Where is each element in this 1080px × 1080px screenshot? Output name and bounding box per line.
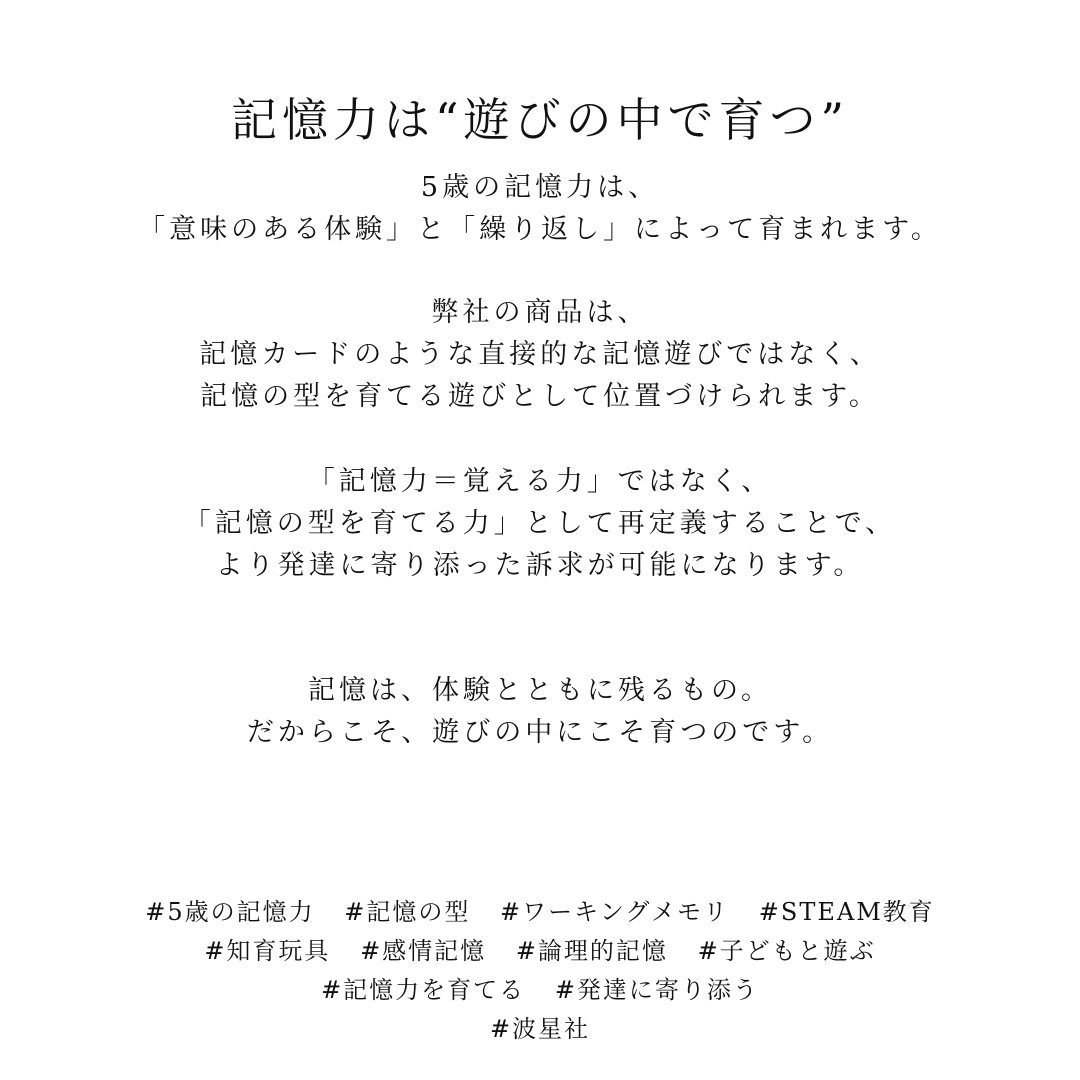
hashtag[interactable]: #発達に寄り添う	[554, 976, 759, 1004]
hashtag[interactable]: #記憶力を育てる	[321, 976, 526, 1004]
paragraph-line: 「記憶の型を育てる力」として再定義することで、	[183, 508, 897, 539]
paragraph-memory-at-five	[0, 167, 1080, 251]
hashtag-line	[0, 932, 1080, 971]
hashtag-line	[0, 1010, 1080, 1049]
hashtag-list	[0, 893, 1080, 1049]
hashtag[interactable]: #知育玩具	[204, 937, 331, 965]
hashtag[interactable]: #ワーキングメモリ	[500, 898, 730, 926]
hashtag[interactable]: #記憶の型	[344, 898, 471, 926]
paragraph-line: 記憶の型を育てる遊びとして位置づけられます。	[200, 381, 880, 412]
page-title: 記憶力は“遊びの中で育つ”	[230, 92, 850, 147]
hashtag[interactable]: #STEAM教育	[758, 898, 935, 926]
paragraph-line: 弊社の商品は、	[431, 297, 649, 328]
hashtag[interactable]: #論理的記憶	[515, 937, 668, 965]
paragraph-product-position	[0, 292, 1080, 418]
paragraph-redefinition	[0, 461, 1080, 587]
hashtag[interactable]: #波星社	[489, 1015, 591, 1043]
paragraph-line: 記憶は、体験とともに残るもの。	[308, 675, 772, 706]
hashtag[interactable]: #5歳の記憶力	[145, 898, 315, 926]
hashtag-line	[0, 971, 1080, 1010]
hashtag[interactable]: #感情記憶	[360, 937, 487, 965]
paragraph-line: より発達に寄り添った訴求が可能になります。	[215, 550, 865, 581]
paragraph-line: だからこそ、遊びの中にこそ育つのです。	[246, 717, 834, 748]
paragraph-conclusion	[0, 670, 1080, 754]
hashtag-line	[0, 893, 1080, 932]
paragraph-line: 「意味のある体験」と「繰り返し」によって育まれます。	[138, 214, 942, 245]
paragraph-line: 「記憶力＝覚える力」ではなく、	[307, 466, 773, 497]
hashtag[interactable]: #子どもと遊ぶ	[697, 937, 876, 965]
paragraph-line: 記憶カードのような直接的な記憶遊びではなく、	[199, 339, 881, 370]
paragraph-line: 5歳の記憶力は、	[420, 172, 660, 203]
